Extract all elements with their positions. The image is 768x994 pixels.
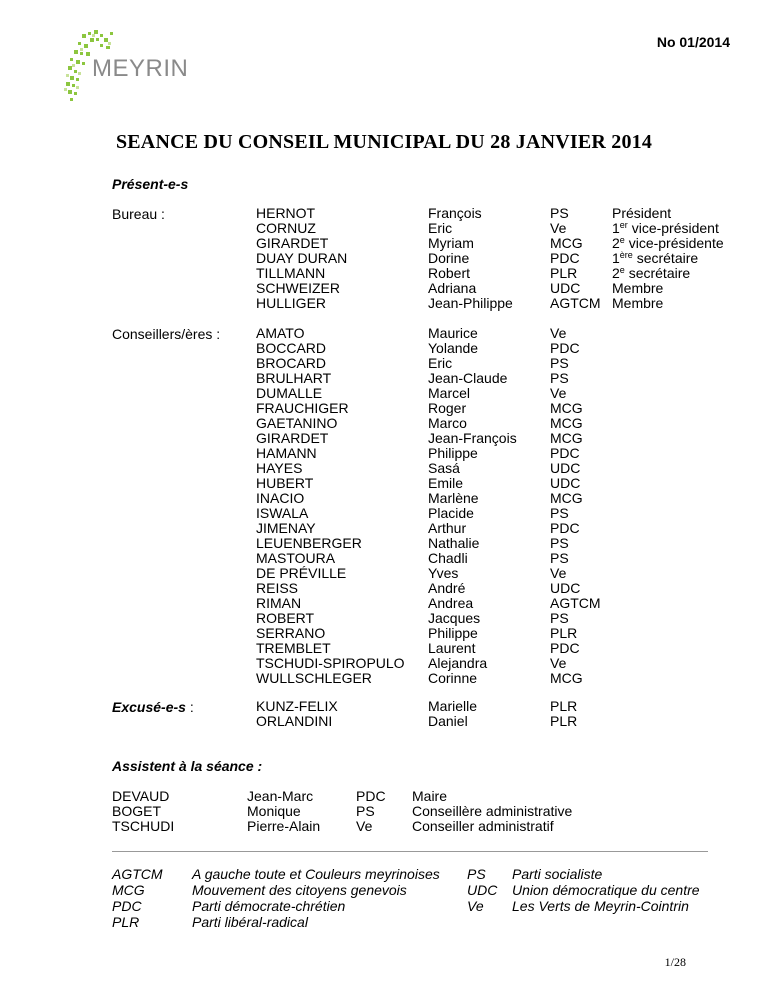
member-role: 2e vice-présidente [612,235,724,251]
legend-abbreviation: Ve [467,898,484,914]
member-firstname: Marcel [428,385,471,401]
member-lastname: GAETANINO [256,415,338,431]
member-firstname: Emile [428,475,464,491]
member-role: Conseillère administrative [412,803,573,819]
member-lastname: TREMBLET [256,640,331,656]
member-firstname: Robert [428,265,471,281]
legend-party-name: Union démocratique du centre [512,882,700,898]
present-heading: Présent-e-s [112,176,189,192]
member-party: PDC [550,520,580,536]
member-party: PDC [550,340,580,356]
divider [112,851,708,852]
legend-party-name: Parti socialiste [512,866,603,882]
member-lastname: HULLIGER [256,295,327,311]
member-lastname: TSCHUDI [112,818,175,834]
member-party: PS [550,205,569,221]
member-lastname: DEVAUD [112,788,170,804]
member-lastname: HAYES [256,460,303,476]
legend-right-abbreviations [467,866,497,914]
member-party: Ve [550,325,567,341]
member-party: MCG [550,430,583,446]
member-lastname: FRAUCHIGER [256,400,349,416]
bureau-lastnames [256,206,347,311]
assistent-heading: Assistent à la séance : [112,758,263,774]
document-number: No 01/2014 [656,34,730,50]
member-firstname: Philippe [428,445,478,461]
member-party: MCG [550,670,583,686]
assistent-parties [356,789,386,834]
legend-abbreviation: PS [467,866,486,882]
member-firstname: André [428,580,466,596]
bureau-parties [550,206,601,311]
member-firstname: Roger [428,400,467,416]
member-party: PDC [550,640,580,656]
bureau-roles [612,206,724,311]
member-lastname: ISWALA [256,505,309,521]
member-lastname: DE PRÉVILLE [256,565,347,581]
member-lastname: JIMENAY [256,520,316,536]
member-role: Membre [612,295,664,311]
conseillers-parties [550,326,601,686]
member-firstname: Philippe [428,625,478,641]
member-party: AGTCM [550,295,601,311]
member-party: PS [550,610,569,626]
member-lastname: BROCARD [256,355,327,371]
member-firstname: Daniel [428,713,468,729]
member-firstname: Yves [428,565,459,581]
member-party: PS [550,550,569,566]
member-firstname: Jean-François [428,430,517,446]
member-lastname: GIRARDET [256,430,329,446]
member-party: UDC [550,460,581,476]
member-party: MCG [550,235,583,251]
member-party: PS [550,535,569,551]
member-firstname: Jean-Claude [428,370,508,386]
member-lastname: MASTOURA [256,550,336,566]
member-firstname: Dorine [428,250,470,266]
page-title: SEANCE DU CONSEIL MUNICIPAL DU 28 JANVIER 2014 [115,131,653,153]
member-role: 1er vice-président [612,220,719,236]
member-party: PDC [550,250,580,266]
member-firstname: Placide [428,505,474,521]
member-lastname: AMATO [256,325,305,341]
member-lastname: HUBERT [256,475,314,491]
member-firstname: Alejandra [428,655,488,671]
member-party: PLR [550,625,578,641]
legend-abbreviation: AGTCM [112,866,163,882]
member-firstname: Maurice [428,325,478,341]
assistent-firstnames [247,789,320,834]
member-firstname: Jacques [428,610,481,626]
excuses-firstnames [428,699,477,729]
member-lastname: ORLANDINI [256,713,333,729]
legend-party-name: Mouvement des citoyens genevois [192,882,407,898]
legend-party-name: A gauche toute et Couleurs meyrinoises [192,866,440,882]
member-lastname: DUAY DURAN [256,250,348,266]
member-party: Ve [550,655,567,671]
member-firstname: Jean-Marc [247,788,314,804]
member-party: PLR [550,713,578,729]
member-lastname: RIMAN [256,595,302,611]
member-firstname: Adriana [428,280,477,296]
member-firstname: Corinne [428,670,478,686]
member-lastname: TSCHUDI-SPIROPULO [256,655,405,671]
legend-abbreviation: MCG [112,882,145,898]
member-party: PS [550,505,569,521]
member-lastname: BRULHART [256,370,332,386]
member-party: PLR [550,265,578,281]
member-firstname: Myriam [428,235,474,251]
member-lastname: HERNOT [256,205,316,221]
member-firstname: Nathalie [428,535,480,551]
member-lastname: LEUENBERGER [256,535,362,551]
member-lastname: SERRANO [256,625,326,641]
member-role: Maire [412,788,448,804]
assistent-lastnames [112,789,174,834]
member-party: PLR [550,698,578,714]
legend-left-abbreviations [112,866,163,930]
member-lastname: ROBERT [256,610,315,626]
member-lastname: REISS [256,580,299,596]
member-lastname: BOGET [112,803,162,819]
conseillers-label: Conseillers/ères : [112,326,221,342]
member-lastname: CORNUZ [256,220,316,236]
excuses-lastnames [256,699,338,729]
member-party: Ve [550,565,567,581]
member-lastname: TILLMANN [256,265,326,281]
conseillers-firstnames [428,326,517,686]
member-firstname: Eric [428,355,453,371]
member-party: PDC [550,445,580,461]
member-party: Ve [550,220,567,236]
member-lastname: GIRARDET [256,235,329,251]
member-party: UDC [550,580,581,596]
member-role: Président [612,205,672,221]
legend-party-name: Parti libéral-radical [192,914,308,930]
member-lastname: SCHWEIZER [256,280,340,296]
assistent-roles [412,789,572,834]
bureau-firstnames [428,206,513,311]
excuses-label: Excusé-e-s : [112,699,194,715]
member-party: MCG [550,400,583,416]
member-party: PDC [356,788,386,804]
member-firstname: Arthur [428,520,467,536]
member-party: AGTCM [550,595,601,611]
member-firstname: Laurent [428,640,476,656]
member-firstname: Marco [428,415,467,431]
member-party: Ve [550,385,567,401]
bureau-label: Bureau : [112,206,165,222]
legend-abbreviation: PDC [112,898,142,914]
member-party: PS [356,803,375,819]
member-lastname: HAMANN [256,445,317,461]
member-firstname: Marlène [428,490,479,506]
member-firstname: Yolande [428,340,479,356]
member-firstname: Monique [247,803,301,819]
member-firstname: Sasá [428,460,460,476]
member-firstname: Chadli [428,550,468,566]
member-firstname: Jean-Philippe [428,295,513,311]
member-party: Ve [356,818,373,834]
member-party: UDC [550,280,581,296]
excuses-parties [550,699,577,729]
member-party: MCG [550,415,583,431]
member-role: 1ère secrétaire [612,250,699,266]
member-role: 2e secrétaire [612,265,691,281]
legend-left-names [192,866,440,930]
member-lastname: DUMALLE [256,385,323,401]
legend-right-names [512,866,700,914]
logo-wordmark: MEYRIN [92,55,189,82]
legend-abbreviation: UDC [467,882,498,898]
member-firstname: Eric [428,220,453,236]
conseillers-lastnames [256,326,405,686]
member-party: PS [550,370,569,386]
member-lastname: WULLSCHLEGER [256,670,372,686]
member-firstname: Pierre-Alain [247,818,321,834]
member-party: MCG [550,490,583,506]
member-lastname: KUNZ-FELIX [256,698,338,714]
member-firstname: Marielle [428,698,478,714]
member-firstname: François [428,205,482,221]
member-lastname: INACIO [256,490,305,506]
legend-party-name: Parti démocrate-chrétien [192,898,346,914]
member-firstname: Andrea [428,595,474,611]
member-party: UDC [550,475,581,491]
member-role: Membre [612,280,664,296]
member-party: PS [550,355,569,371]
legend-abbreviation: PLR [112,914,140,930]
page-number: 1/28 [664,955,686,969]
legend-party-name: Les Verts de Meyrin-Cointrin [512,898,689,914]
member-role: Conseiller administratif [412,818,554,834]
member-lastname: BOCCARD [256,340,327,356]
